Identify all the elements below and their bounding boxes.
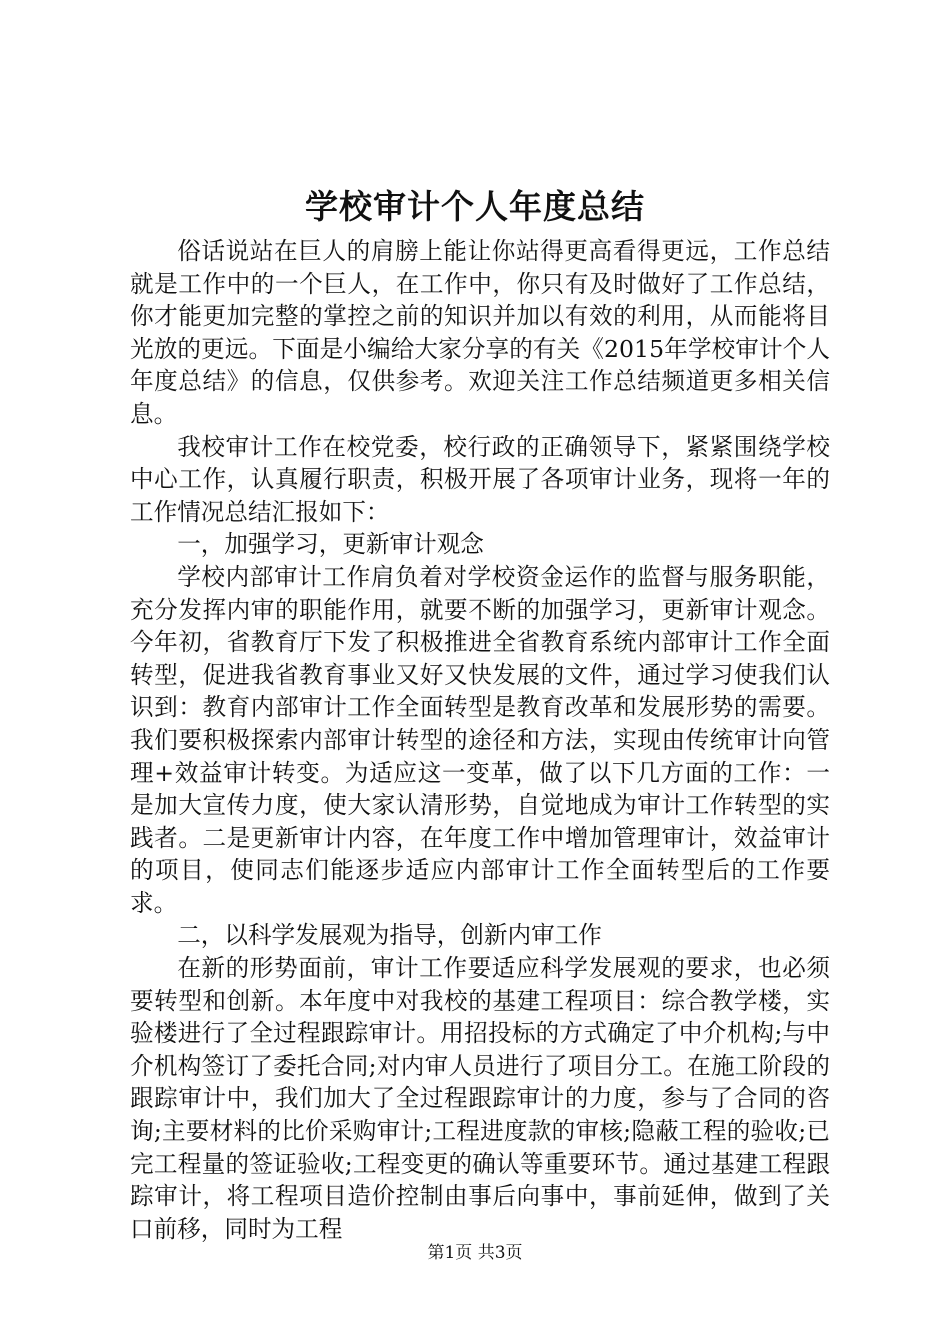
document-body xyxy=(130,235,830,1245)
paragraph-overview: 我校审计工作在校党委，校行政的正确领导下，紧紧围绕学校中心工作，认真履行职责，积极开展了各项审计业务，现将一年的工作情况总结汇报如下： xyxy=(130,432,830,526)
paragraph-intro: 俗话说站在巨人的肩膀上能让你站得更高看得更远，工作总结就是工作中的一个巨人，在工作中，你只有及时做好了工作总结，你才能更加完整的掌控之前的知识并加以有效的利用，从而能将目光放的更远。下面是小编给大家分享的有关《2015年学校审计个人年度总结》的信息，仅供参考。欢迎关注工作总结频道更多相关信息。 xyxy=(130,237,830,428)
page-footer: 第1页 共3页 xyxy=(427,1243,523,1263)
section-heading-1: 一，加强学习，更新审计观念 xyxy=(177,530,484,559)
document-title: 学校审计个人年度总结 xyxy=(305,187,645,226)
section-heading-2: 二，以科学发展观为指导，创新内审工作 xyxy=(177,921,602,950)
paragraph-section-1: 学校内部审计工作肩负着对学校资金运作的监督与服务职能，充分发挥内审的职能作用，就要不断的加强学习，更新审计观念。今年初，省教育厅下发了积极推进全省教育系统内部审计工作全面转型，促进我省教育事业又好又快发展的文件，通过学习使我们认识到：教育内部审计工作全面转型是教育改革和发展形势的需要。我们要积极探索内部审计转型的途径和方法，实现由传统审计向管理+效益审计转变。为适应这一变革，做了以下几方面的工作：一是加大宣传力度，使大家认清形势，自觉地成为审计工作转型的实践者。二是更新审计内容，在年度工作中增加管理审计，效益审计的项目，使同志们能逐步适应内部审计工作全面转型后的工作要求。 xyxy=(130,562,830,917)
paragraph-section-2: 在新的形势面前，审计工作要适应科学发展观的要求，也必须要转型和创新。本年度中对我校的基建工程项目：综合教学楼，实验楼进行了全过程跟踪审计。用招投标的方式确定了中介机构;与中介机构签订了委托合同;对内审人员进行了项目分工。在施工阶段的跟踪审计中，我们加大了全过程跟踪审计的力度，参与了合同的咨询;主要材料的比价采购审计;工程进度款的审核;隐蔽工程的验收;已完工程量的签证验收;工程变更的确认等重要环节。通过基建工程跟踪审计，将工程项目造价控制由事后向事中，事前延伸，做到了关口前移，同时为工程 xyxy=(130,954,830,1243)
